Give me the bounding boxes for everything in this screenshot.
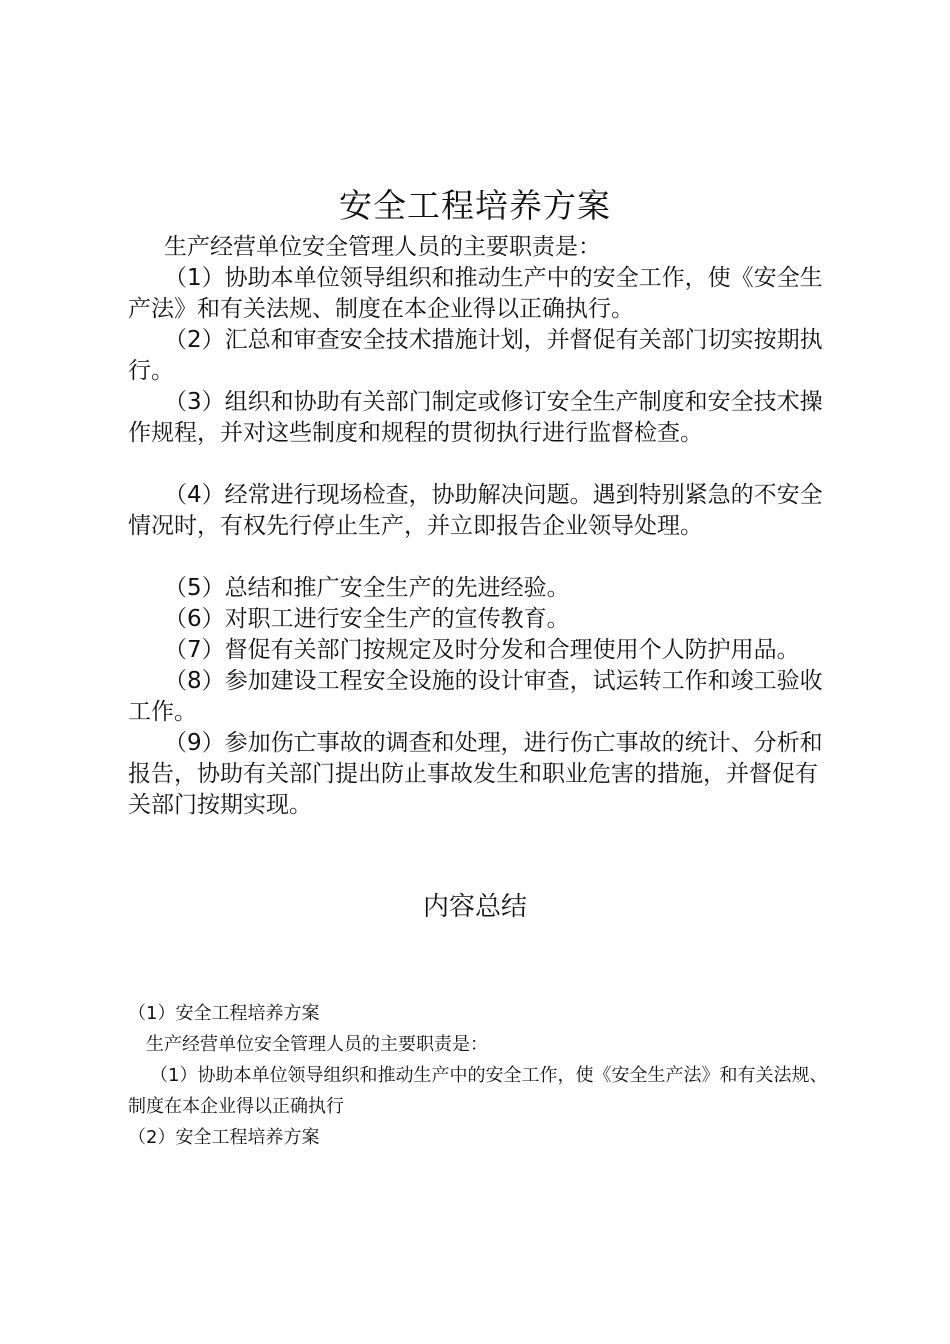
body-paragraph: （7）督促有关部门按规定及时分发和合理使用个人防护用品。 — [164, 637, 800, 663]
summary-section — [128, 998, 828, 1153]
summary-line: （1）安全工程培养方案 — [128, 1003, 320, 1024]
summary-line: （1）协助本单位领导组织和推动生产中的安全工作，使《安全生产法》和有关法规、制度在本企业得以正确执行 — [128, 1065, 828, 1117]
body-paragraph: （1）协助本单位领导组织和推动生产中的安全工作，使《安全生产法》和有关法规、制度在本企业得以正确执行。 — [128, 265, 823, 322]
body-paragraph: （9）参加伤亡事故的调查和处理，进行伤亡事故的统计、分析和报告，协助有关部门提出防止事故发生和职业危害的措施，并督促有关部门按期实现。 — [128, 730, 823, 818]
body-paragraph: （4）经常进行现场检查，协助解决问题。遇到特别紧急的不安全情况时，有权先行停止生产，并立即报告企业领导处理。 — [128, 482, 823, 539]
summary-line: 生产经营单位安全管理人员的主要职责是： — [146, 1034, 488, 1055]
body-paragraph: 生产经营单位安全管理人员的主要职责是： — [164, 234, 601, 260]
summary-title: 内容总结 — [422, 892, 527, 922]
document-body — [128, 232, 828, 821]
summary-line: （2）安全工程培养方案 — [128, 1127, 320, 1148]
body-paragraph: （6）对职工进行安全生产的宣传教育。 — [164, 606, 570, 632]
body-paragraph: （2）汇总和审查安全技术措施计划，并督促有关部门切实按期执行。 — [128, 327, 823, 384]
body-paragraph: （5）总结和推广安全生产的先进经验。 — [164, 575, 570, 601]
body-paragraph: （3）组织和协助有关部门制定或修订安全生产制度和安全技术操作规程，并对这些制度和规程的贯彻执行进行监督检查。 — [128, 389, 823, 446]
body-paragraph: （8）参加建设工程安全设施的设计审查，试运转工作和竣工验收工作。 — [128, 668, 823, 725]
document-title: 安全工程培养方案 — [339, 186, 611, 225]
